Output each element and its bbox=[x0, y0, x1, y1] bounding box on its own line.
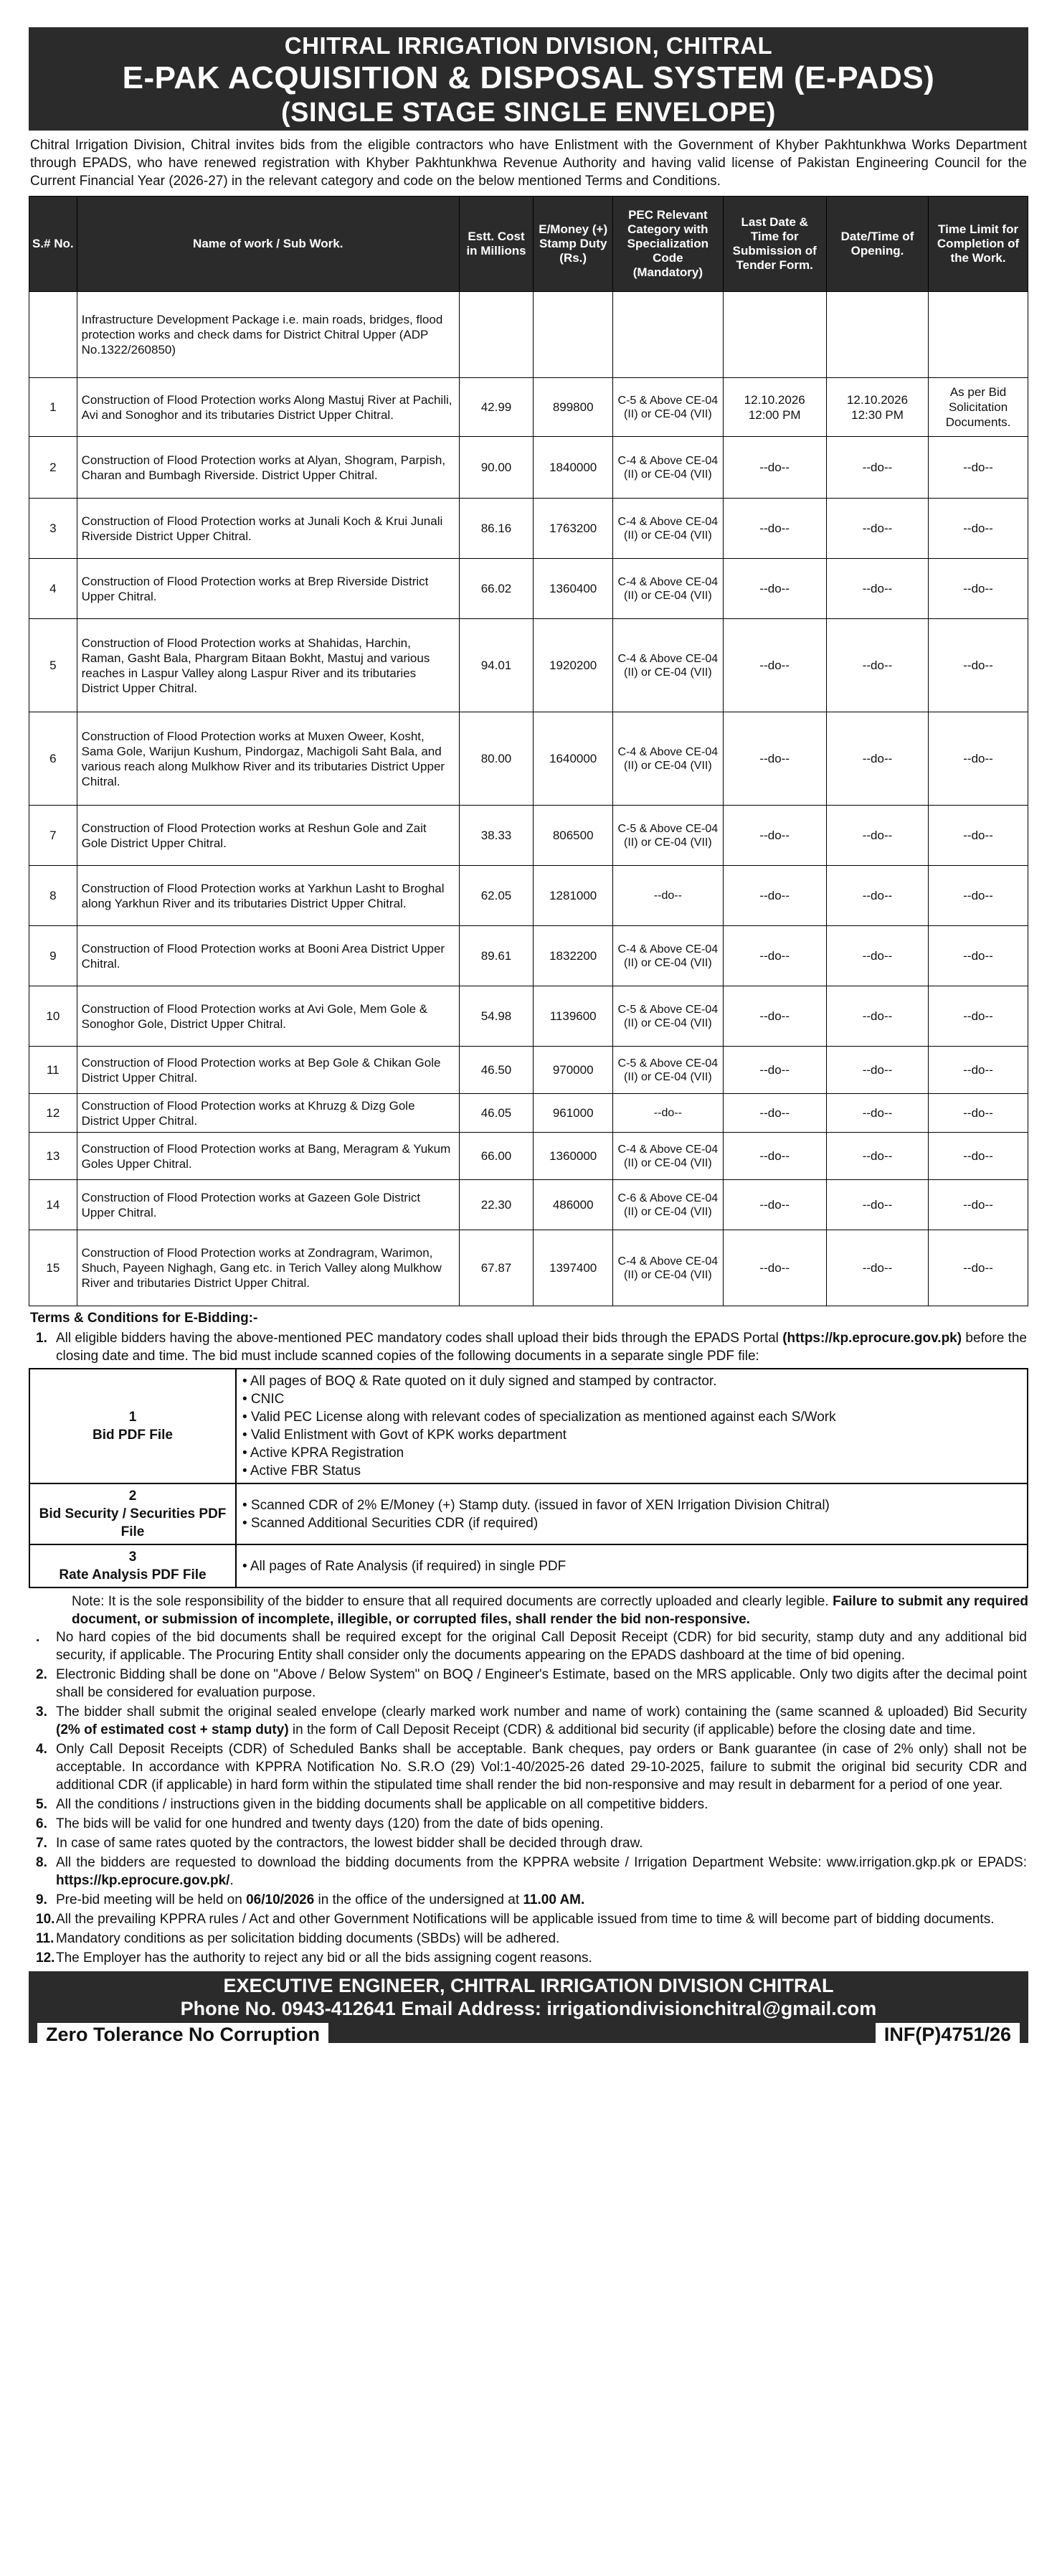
pec-category: C-4 & Above CE-04 (II) or CE-04 (VII) bbox=[613, 559, 723, 619]
work-name: Construction of Flood Protection works at Reshun Gole and Zait Gole District Upper Chitral. bbox=[77, 806, 459, 866]
work-name: Construction of Flood Protection works at Zondragram, Warimon, Shuch, Payeen Nighagh, Gang etc. in Terich Valley along Mulkhow River and tributaries District Upper Chitral. bbox=[77, 1230, 459, 1306]
pec-category: C-4 & Above CE-04 (II) or CE-04 (VII) bbox=[613, 499, 723, 559]
completion-limit: --do-- bbox=[929, 986, 1028, 1047]
emoney-amount: 1139600 bbox=[534, 986, 613, 1047]
row-number: 6 bbox=[29, 712, 77, 806]
opening-date: --do-- bbox=[826, 1180, 928, 1230]
table-row bbox=[29, 1133, 1028, 1180]
emoney-amount: 486000 bbox=[534, 1180, 613, 1230]
row-number: 8 bbox=[29, 866, 77, 926]
estimated-cost: 38.33 bbox=[459, 806, 533, 866]
completion-limit: --do-- bbox=[929, 619, 1028, 712]
emoney-amount: 1360400 bbox=[534, 559, 613, 619]
works-table bbox=[29, 196, 1028, 1306]
row-number: 11 bbox=[29, 1047, 77, 1094]
opening-date: --do-- bbox=[826, 1047, 928, 1094]
table-row bbox=[29, 986, 1028, 1047]
table-row bbox=[29, 866, 1028, 926]
table-row bbox=[29, 437, 1028, 499]
pec-category: C-4 & Above CE-04 (II) or CE-04 (VII) bbox=[613, 1133, 723, 1180]
completion-limit: --do-- bbox=[929, 806, 1028, 866]
row-number: 2 bbox=[29, 437, 77, 499]
emoney-amount: 899800 bbox=[534, 378, 613, 437]
emoney-amount: 1397400 bbox=[534, 1230, 613, 1306]
row-number: 3 bbox=[29, 499, 77, 559]
footer-banner bbox=[29, 1971, 1028, 2043]
term-item bbox=[36, 1796, 1027, 1813]
term-text: No hard copies of the bid documents shall be required except for the original Call Deposit Receipt (CDR) for bid security, stamp duty and any additional bid security, if applicable. The Procuring Entity shall consider only the documents appearing on the EPADS dashboard at the time of bid opening. bbox=[56, 1630, 1027, 1663]
opening-date: --do-- bbox=[826, 559, 928, 619]
requirement-row bbox=[29, 1483, 1028, 1544]
work-name: Construction of Flood Protection works at Brep Riverside District Upper Chitral. bbox=[77, 559, 459, 619]
term-item bbox=[36, 1815, 1027, 1833]
estimated-cost: 54.98 bbox=[459, 986, 533, 1047]
requirement-items bbox=[236, 1369, 1028, 1483]
requirement-item: • All pages of BOQ & Rate quoted on it duly signed and stamped by contractor. bbox=[242, 1374, 717, 1389]
requirement-label: 2 Bid Security / Securities PDF File bbox=[29, 1483, 236, 1544]
requirements-table bbox=[29, 1368, 1028, 1588]
opening-date: --do-- bbox=[826, 499, 928, 559]
estimated-cost: 46.50 bbox=[459, 1047, 533, 1094]
submission-date: --do-- bbox=[723, 1230, 826, 1306]
work-name: Construction of Flood Protection works at Booni Area District Upper Chitral. bbox=[77, 926, 459, 986]
estimated-cost: 66.00 bbox=[459, 1133, 533, 1180]
completion-limit: --do-- bbox=[929, 1180, 1028, 1230]
estimated-cost: 66.02 bbox=[459, 559, 533, 619]
completion-limit: --do-- bbox=[929, 437, 1028, 499]
completion-limit: --do-- bbox=[929, 559, 1028, 619]
pec-category: C-4 & Above CE-04 (II) or CE-04 (VII) bbox=[613, 1230, 723, 1306]
opening-date: --do-- bbox=[826, 866, 928, 926]
package-description: Infrastructure Development Package i.e. main roads, bridges, flood protection works and check dams for District Chitral Upper (ADP No.1322/260850) bbox=[77, 292, 459, 378]
term-item bbox=[36, 1666, 1027, 1702]
requirement-item: • Active FBR Status bbox=[242, 1463, 361, 1478]
term-number: 4. bbox=[36, 1742, 47, 1757]
row-number: 1 bbox=[29, 378, 77, 437]
term-number: 10. bbox=[36, 1912, 55, 1927]
completion-limit: --do-- bbox=[929, 712, 1028, 806]
submission-date: --do-- bbox=[723, 866, 826, 926]
table-row bbox=[29, 1094, 1028, 1133]
submission-date: --do-- bbox=[723, 712, 826, 806]
term-text: Electronic Bidding shall be done on "Above / Below System" on BOQ / Engineer's Estimate, based on the MRS applicable. Only two digits after the decimal point shall be considered for evaluation purpose. bbox=[56, 1667, 1027, 1700]
term-item bbox=[36, 1834, 1027, 1852]
emoney-amount: 1832200 bbox=[534, 926, 613, 986]
table-row bbox=[29, 619, 1028, 712]
term-item bbox=[36, 1740, 1027, 1794]
requirement-item: • Valid PEC License along with relevant codes of specialization as mentioned against each S/Work bbox=[242, 1410, 836, 1425]
work-name: Construction of Flood Protection works Along Mastuj River at Pachili, Avi and Sonoghor and its tributaries District Upper Chitral. bbox=[77, 378, 459, 437]
submission-date: --do-- bbox=[723, 1180, 826, 1230]
term-text: Mandatory conditions as per solicitation bidding documents (SBDs) will be adhered. bbox=[56, 1931, 560, 1946]
requirement-row bbox=[29, 1544, 1028, 1587]
row-number: 10 bbox=[29, 986, 77, 1047]
header-time-limit: Time Limit for Completion of the Work. bbox=[929, 197, 1028, 292]
emoney-amount: 1360000 bbox=[534, 1133, 613, 1180]
footer-officer: EXECUTIVE ENGINEER, CHITRAL IRRIGATION DIVISION CHITRAL bbox=[223, 1975, 834, 1996]
table-row bbox=[29, 559, 1028, 619]
emoney-amount: 806500 bbox=[534, 806, 613, 866]
pec-category: C-4 & Above CE-04 (II) or CE-04 (VII) bbox=[613, 619, 723, 712]
term-text: The bids will be valid for one hundred and twenty days (120) from the date of bids opening. bbox=[56, 1816, 604, 1831]
opening-date: 12.10.2026 12:30 PM bbox=[826, 378, 928, 437]
requirement-row bbox=[29, 1369, 1028, 1483]
work-name: Construction of Flood Protection works at Shahidas, Harchin, Raman, Gasht Bala, Phargram Bitaan Bokht, Mastuj and various reaches in Laspur Valley along Laspur River and its tributaries District Upper Chitral. bbox=[77, 619, 459, 712]
requirement-label: 1 Bid PDF File bbox=[29, 1369, 236, 1483]
submission-date: --do-- bbox=[723, 1094, 826, 1133]
submission-date: 12.10.2026 12:00 PM bbox=[723, 378, 826, 437]
division-title: CHITRAL IRRIGATION DIVISION, CHITRAL bbox=[284, 32, 773, 59]
estimated-cost: 89.61 bbox=[459, 926, 533, 986]
completion-limit: --do-- bbox=[929, 1230, 1028, 1306]
requirement-item: • Scanned Additional Securities CDR (if required) bbox=[242, 1515, 539, 1531]
requirement-item: • Active KPRA Registration bbox=[242, 1445, 404, 1461]
term-number: 11. bbox=[36, 1931, 54, 1946]
submission-date: --do-- bbox=[723, 1047, 826, 1094]
emoney-amount: 1763200 bbox=[534, 499, 613, 559]
submission-date: --do-- bbox=[723, 499, 826, 559]
header-banner bbox=[29, 27, 1028, 131]
estimated-cost: 67.87 bbox=[459, 1230, 533, 1306]
header-name: Name of work / Sub Work. bbox=[77, 197, 459, 292]
completion-limit: --do-- bbox=[929, 926, 1028, 986]
emoney-amount: 1281000 bbox=[534, 866, 613, 926]
terms-list bbox=[36, 1628, 1028, 1967]
submission-date: --do-- bbox=[723, 559, 826, 619]
term-number: 9. bbox=[36, 1892, 47, 1907]
work-name: Construction of Flood Protection works at Bang, Meragram & Yukum Goles Upper Chitral. bbox=[77, 1133, 459, 1180]
row-number: 4 bbox=[29, 559, 77, 619]
term-number: 5. bbox=[36, 1797, 47, 1812]
opening-date: --do-- bbox=[826, 619, 928, 712]
header-cost: Estt. Cost in Millions bbox=[459, 197, 533, 292]
opening-date: --do-- bbox=[826, 986, 928, 1047]
pec-category: C-4 & Above CE-04 (II) or CE-04 (VII) bbox=[613, 926, 723, 986]
submission-date: --do-- bbox=[723, 986, 826, 1047]
requirement-item: • Scanned CDR of 2% E/Money (+) Stamp duty. (issued in favor of XEN Irrigation Division Chitral) bbox=[242, 1497, 830, 1513]
completion-limit: --do-- bbox=[929, 1094, 1028, 1133]
pec-category: C-4 & Above CE-04 (II) or CE-04 (VII) bbox=[613, 437, 723, 499]
term-number: 12. bbox=[36, 1950, 55, 1966]
work-name: Construction of Flood Protection works at Muxen Oweer, Kosht, Sama Gole, Warijun Kushum, Pindorgaz, Machigoli Saht Bala, and various reach along Mulkhow River and its tributaries District Upper Chitral. bbox=[77, 712, 459, 806]
term-text: Only Call Deposit Receipts (CDR) of Scheduled Banks shall be acceptable. Bank cheques, pay orders or Bank guarantee (in case of 2% only) shall not be acceptable. In accordance with KPPRA Notification No. S.R.O (29) Vol:1-40/2025-26 dated 29-10-2025, failure to submit the original bid security CDR and additional CDR (if applicable) in hard form within the stipulated time shall render the bid non-responsive and may result in debarment for a period of one year. bbox=[56, 1742, 1027, 1793]
table-row bbox=[29, 1047, 1028, 1094]
header-opening: Date/Time of Opening. bbox=[826, 197, 928, 292]
table-row bbox=[29, 712, 1028, 806]
term-item: 3. The bidder shall submit the original sealed envelope (clearly marked work number and name of work) containing the (same scanned & uploaded) Bid Security (2% of estimated cost + stamp duty) in the form of Call Deposit Receipt (CDR) & additional bid security (if applicable) before the closing date and time. bbox=[36, 1704, 1027, 1737]
pec-category: --do-- bbox=[613, 1094, 723, 1133]
estimated-cost: 46.05 bbox=[459, 1094, 533, 1133]
header-last-date: Last Date & Time for Submission of Tender Form. bbox=[723, 197, 826, 292]
opening-date: --do-- bbox=[826, 1094, 928, 1133]
completion-limit: --do-- bbox=[929, 499, 1028, 559]
requirement-item: • Valid Enlistment with Govt of KPK works department bbox=[242, 1428, 567, 1443]
stage-title: (SINGLE STAGE SINGLE ENVELOPE) bbox=[281, 98, 776, 128]
work-name: Construction of Flood Protection works at Bep Gole & Chikan Gole District Upper Chitral. bbox=[77, 1047, 459, 1094]
completion-limit: --do-- bbox=[929, 866, 1028, 926]
term-item bbox=[36, 1930, 1027, 1948]
table-row bbox=[29, 806, 1028, 866]
completion-limit: --do-- bbox=[929, 1047, 1028, 1094]
intro-paragraph: Chitral Irrigation Division, Chitral invites bids from the eligible contractors who have Enlistment with the Government of Khyber Pakhtunkhwa Works Department through EPADS, who have renewed registration with Khyber Pakhtunkhwa Revenue Authority and having valid license of Pakistan Engineering Council for the Current Financial Year (2026-27) in the relevant category and code on the below mentioned Terms and Conditions. bbox=[30, 138, 1027, 189]
header-sno: S.# No. bbox=[29, 197, 77, 292]
table-row bbox=[29, 378, 1028, 437]
requirement-label: 3 Rate Analysis PDF File bbox=[29, 1544, 236, 1587]
row-number: 12 bbox=[29, 1094, 77, 1133]
table-row bbox=[29, 1230, 1028, 1306]
submission-date: --do-- bbox=[723, 926, 826, 986]
work-name: Construction of Flood Protection works at Yarkhun Lasht to Broghal along Yarkhun River and its tributaries District Upper Chitral. bbox=[77, 866, 459, 926]
pec-category: C-5 & Above CE-04 (II) or CE-04 (VII) bbox=[613, 378, 723, 437]
estimated-cost: 62.05 bbox=[459, 866, 533, 926]
submission-date: --do-- bbox=[723, 806, 826, 866]
term-number: 7. bbox=[36, 1836, 47, 1851]
term-text: All the prevailing KPPRA rules / Act and other Government Notifications will be applicable issued from time to time & will become part of bidding documents. bbox=[56, 1912, 995, 1927]
estimated-cost: 90.00 bbox=[459, 437, 533, 499]
row-number: 13 bbox=[29, 1133, 77, 1180]
submission-date: --do-- bbox=[723, 1133, 826, 1180]
estimated-cost: 94.01 bbox=[459, 619, 533, 712]
pec-category: C-6 & Above CE-04 (II) or CE-04 (VII) bbox=[613, 1180, 723, 1230]
header-pec: PEC Relevant Category with Specialization Code (Mandatory) bbox=[613, 197, 723, 292]
table-row bbox=[29, 1180, 1028, 1230]
submission-date: --do-- bbox=[723, 437, 826, 499]
slogan-badge: Zero Tolerance No Corruption bbox=[37, 2023, 328, 2046]
row-number: 15 bbox=[29, 1230, 77, 1306]
opening-date: --do-- bbox=[826, 926, 928, 986]
table-row bbox=[29, 926, 1028, 986]
epads-portal-link: (https://kp.eprocure.gov.pk) bbox=[782, 1331, 962, 1346]
header-emoney: E/Money (+) Stamp Duty (Rs.) bbox=[534, 197, 613, 292]
pec-category: C-5 & Above CE-04 (II) or CE-04 (VII) bbox=[613, 1047, 723, 1094]
estimated-cost: 22.30 bbox=[459, 1180, 533, 1230]
estimated-cost: 42.99 bbox=[459, 378, 533, 437]
table-row bbox=[29, 499, 1028, 559]
row-number: 5 bbox=[29, 619, 77, 712]
row-number: 14 bbox=[29, 1180, 77, 1230]
table-header-row bbox=[29, 197, 1028, 292]
row-number: 7 bbox=[29, 806, 77, 866]
pec-category: --do-- bbox=[613, 866, 723, 926]
opening-date: --do-- bbox=[826, 1133, 928, 1180]
opening-date: --do-- bbox=[826, 437, 928, 499]
emoney-amount: 1840000 bbox=[534, 437, 613, 499]
requirement-item: • CNIC bbox=[242, 1392, 285, 1407]
term-item bbox=[36, 1949, 1027, 1967]
opening-date: --do-- bbox=[826, 806, 928, 866]
term-text: The Employer has the authority to reject any bid or all the bids assigning cogent reasons. bbox=[56, 1950, 592, 1966]
terms-title: Terms & Conditions for E-Bidding:- bbox=[30, 1311, 258, 1326]
work-name: Construction of Flood Protection works at Alyan, Shogram, Parpish, Charan and Bumbagh Riverside. District Upper Chitral. bbox=[77, 437, 459, 499]
term-item bbox=[36, 1628, 1027, 1664]
pec-category: C-5 & Above CE-04 (II) or CE-04 (VII) bbox=[613, 986, 723, 1047]
pec-category: C-5 & Above CE-04 (II) or CE-04 (VII) bbox=[613, 806, 723, 866]
term-item: 9. Pre-bid meeting will be held on 06/10/2026 in the office of the undersigned at 11.00 AM. bbox=[36, 1892, 585, 1907]
work-name: Construction of Flood Protection works at Gazeen Gole District Upper Chitral. bbox=[77, 1180, 459, 1230]
work-name: Construction of Flood Protection works at Avi Gole, Mem Gole & Sonoghor Gole, District Upper Chitral. bbox=[77, 986, 459, 1047]
package-row bbox=[29, 292, 1028, 378]
term-item bbox=[36, 1910, 1027, 1928]
emoney-amount: 1640000 bbox=[534, 712, 613, 806]
term-text: All the conditions / instructions given in the bidding documents shall be applicable on all competitive bidders. bbox=[56, 1797, 708, 1812]
requirement-item: • All pages of Rate Analysis (if required) in single PDF bbox=[242, 1558, 567, 1574]
row-number: 9 bbox=[29, 926, 77, 986]
term-number: 3. bbox=[36, 1704, 47, 1719]
system-title: E-PAK ACQUISITION & DISPOSAL SYSTEM (E-PADS) bbox=[122, 60, 935, 95]
completion-limit: As per Bid Solicitation Documents. bbox=[929, 378, 1028, 437]
opening-date: --do-- bbox=[826, 1230, 928, 1306]
submission-date: --do-- bbox=[723, 619, 826, 712]
estimated-cost: 86.16 bbox=[459, 499, 533, 559]
term-number: . bbox=[36, 1630, 40, 1645]
emoney-amount: 961000 bbox=[534, 1094, 613, 1133]
term-item: 8. All the bidders are requested to download the bidding documents from the KPPRA website / Irrigation Department Website: www.irrigation.gkp.pk or EPADS: https://kp.eprocure.gov.pk/. bbox=[36, 1855, 1027, 1888]
emoney-amount: 1920200 bbox=[534, 619, 613, 712]
requirement-items bbox=[236, 1544, 1028, 1587]
completion-limit: --do-- bbox=[929, 1133, 1028, 1180]
reference-number: INF(P)4751/26 bbox=[876, 2023, 1020, 2046]
term-number: 1. bbox=[36, 1331, 47, 1346]
work-name: Construction of Flood Protection works at Khruzg & Dizg Gole District Upper Chitral. bbox=[77, 1094, 459, 1133]
term-number: 6. bbox=[36, 1816, 47, 1831]
pec-category: C-4 & Above CE-04 (II) or CE-04 (VII) bbox=[613, 712, 723, 806]
requirement-items bbox=[236, 1483, 1028, 1544]
note-paragraph: Note: It is the sole responsibility of the bidder to ensure that all required documents are correctly uploaded and clearly legible. Failure to submit any required document, or submission of incomplete, illegible, or corrupted files, shall render the bid non-responsive. bbox=[72, 1594, 1028, 1627]
term-text: In case of same rates quoted by the contractors, the lowest bidder shall be decided through draw. bbox=[56, 1836, 643, 1851]
work-name: Construction of Flood Protection works at Junali Koch & Krui Junali Riverside District Upper Chitral. bbox=[77, 499, 459, 559]
term-item-1: 1. All eligible bidders having the above-mentioned PEC mandatory codes shall upload their bids through the EPADS Portal (https://kp.eprocure.gov.pk) before the closing date and time. The bid must include scanned copies of the following documents in a separate single PDF file: bbox=[36, 1331, 1028, 1364]
estimated-cost: 80.00 bbox=[459, 712, 533, 806]
term-number: 8. bbox=[36, 1855, 47, 1870]
footer-contact: Phone No. 0943-412641 Email Address: irrigationdivisionchitral@gmail.com bbox=[180, 1998, 877, 2019]
term-number: 2. bbox=[36, 1667, 47, 1682]
opening-date: --do-- bbox=[826, 712, 928, 806]
emoney-amount: 970000 bbox=[534, 1047, 613, 1094]
